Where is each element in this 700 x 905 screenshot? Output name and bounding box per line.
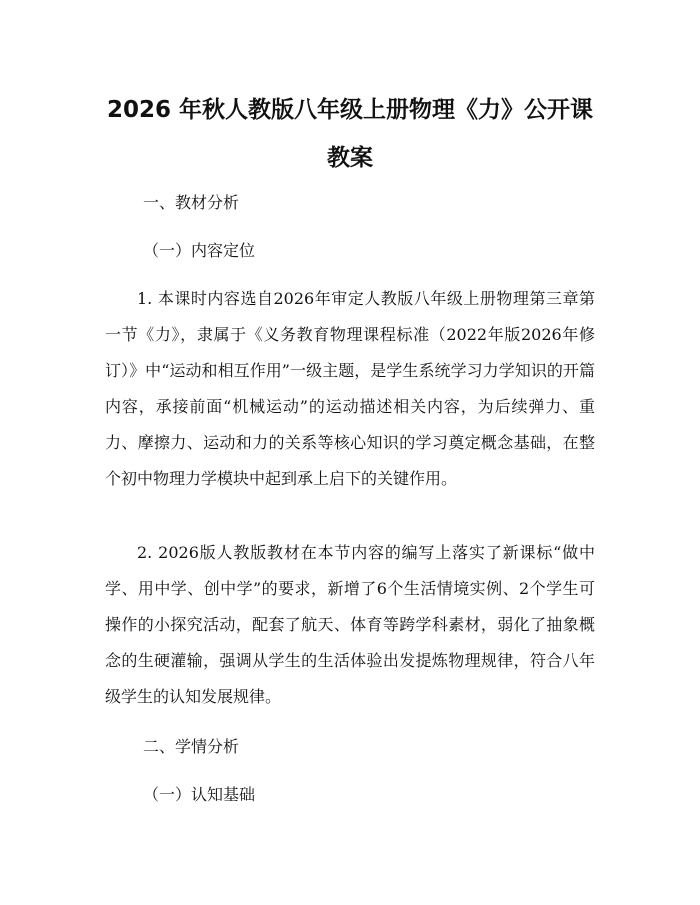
document-title: 2026 年秋人教版八年级上册物理《力》公开课教案	[106, 97, 594, 171]
subsection-heading-cognitive-foundation: （一）认知基础	[143, 785, 256, 804]
subsection-heading-content-positioning: （一）内容定位	[143, 241, 256, 260]
paragraph-content-positioning-2: 2. 2026版人教版教材在本节内容的编写上落实了新课标“做中学、用中学、创中学”的要求，新增了6个生活情境实例、2个学生可操作的小探究活动，配套了航天、体育等跨学科素材，弱化了抽象概念的生硬灌输，强调从学生的生活体验出发提炼物理规律，符合八年级学生的认知发展规律。	[105, 543, 595, 706]
section-heading-learner-analysis: 二、学情分析	[143, 737, 240, 756]
paragraph-content-positioning-1: 1. 本课时内容选自2026年审定人教版八年级上册物理第三章第一节《力》，隶属于《义务教育物理课程标准（2022年版2026年修订）》中“运动和相互作用”一级主题，是学生系统学习力学知识的开篇内容，承接前面“机械运动”的运动描述相关内容，为后续弹力、重力、摩擦力、运动和力的关系等核心知识的学习奠定概念基础，在整个初中物理力学模块中起到承上启下的关键作用。	[105, 289, 595, 488]
section-heading-textbook-analysis: 一、教材分析	[143, 193, 240, 212]
